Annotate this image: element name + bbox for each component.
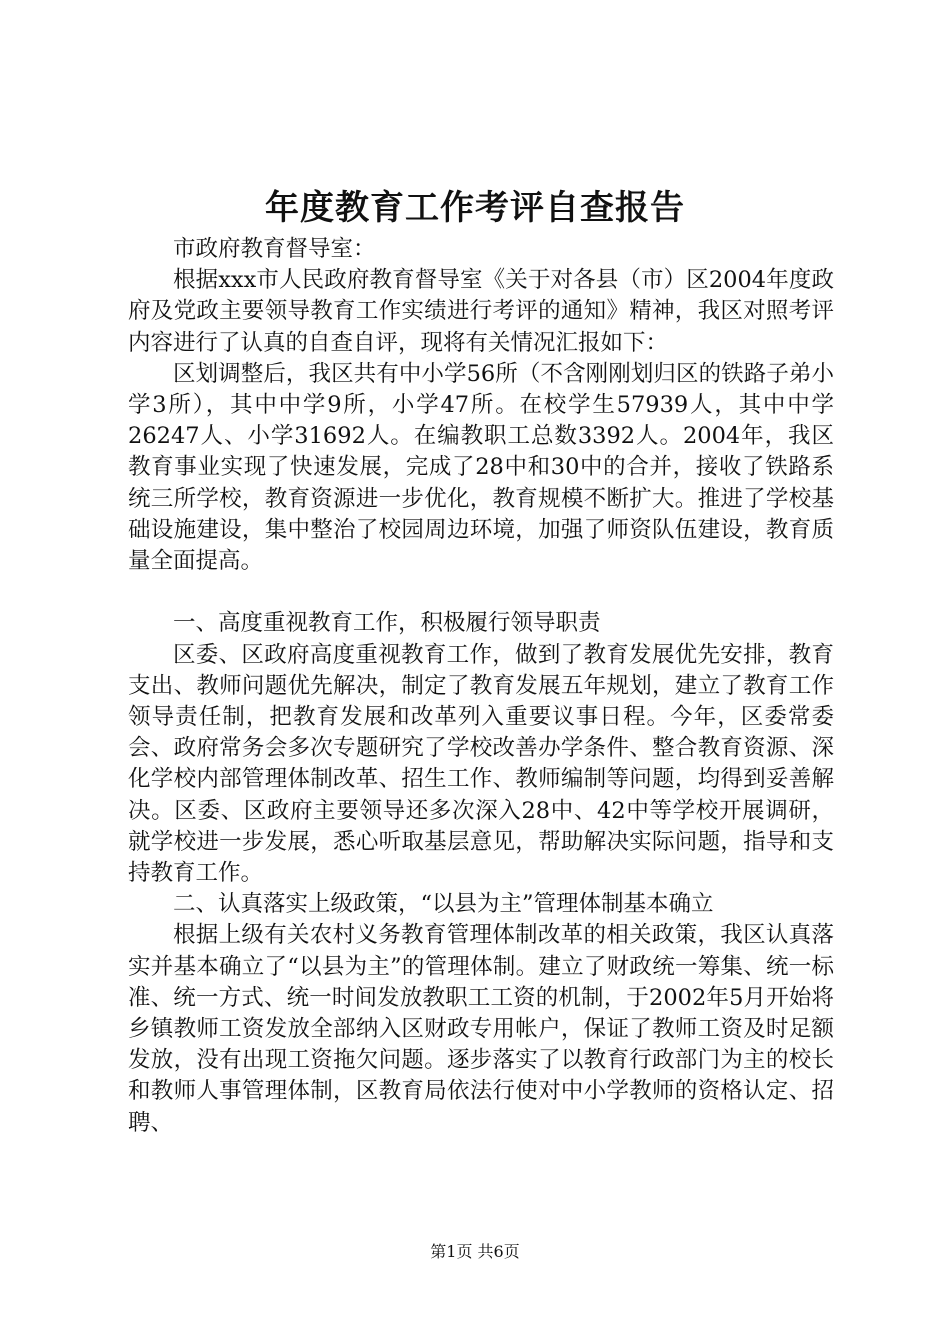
intro-paragraph: 根据xxx市人民政府教育督导室《关于对各县（市）区2004年度政府及党政主要领导教育工作实绩进行考评的通知》精神，我区对照考评内容进行了认真的自查自评，现将有关情况汇报如下： [128,267,834,356]
section-2-paragraph: 根据上级有关农村义务教育管理体制改革的相关政策，我区认真落实并基本确立了“以县为主”的管理体制。建立了财政统一筹集、统一标准、统一方式、统一时间发放教职工工资的机制，于2002年5月开始将乡镇教师工资发放全部纳入区财政专用帐户，保证了教师工资及时足额发放，没有出现工资拖欠问题。逐步落实了以教育行政部门为主的校长和教师人事管理体制，区教育局依法行使对中小学教师的资格认定、招聘、 [128,922,834,1136]
document-body [128,234,834,1139]
section-1-paragraph: 区委、区政府高度重视教育工作，做到了教育发展优先安排，教育支出、教师问题优先解决，制定了教育发展五年规划，建立了教育工作领导责任制，把教育发展和改革列入重要议事日程。今年，区委常委会、政府常务会多次专题研究了学校改善办学条件、整合教育资源、深化学校内部管理体制改革、招生工作、教师编制等问题，均得到妥善解决。区委、区政府主要领导还多次深入28中、42中等学校开展调研，就学校进一步发展，悉心听取基层意见，帮助解决实际问题，指导和支持教育工作。 [128,641,834,887]
section-heading-1: 一、高度重视教育工作，积极履行领导职责 [173,610,601,637]
overview-paragraph: 区划调整后，我区共有中小学56所（不含刚刚划归区的铁路子弟小学3所），其中中学9所，小学47所。在校学生57939人，其中中学26247人、小学31692人。在编教职工总数3392人。2004年，我区教育事业实现了快速发展，完成了28中和30中的合并，接收了铁路系统三所学校，教育资源进一步优化，教育规模不断扩大。推进了学校基础设施建设，集中整治了校园周边环境，加强了师资队伍建设，教育质量全面提高。 [128,360,834,575]
document-title: 年度教育工作考评自查报告 [265,188,685,228]
salutation: 市政府教育督导室： [173,236,376,262]
section-heading-2: 二、认真落实上级政策，“以县为主”管理体制基本确立 [173,891,714,918]
page-number-footer: 第1页 共6页 [430,1242,520,1261]
